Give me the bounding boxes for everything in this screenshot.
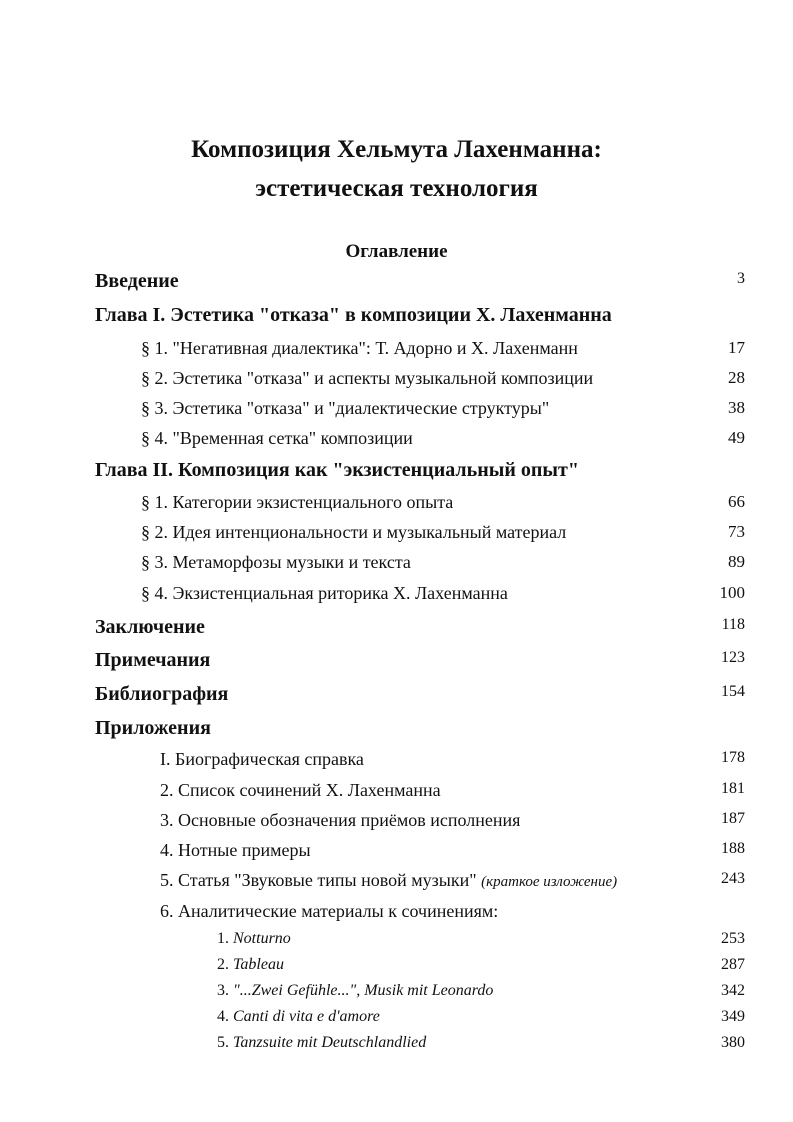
toc-entry-work-5 [0, 1034, 793, 1062]
toc-entry-label: § 2. Эстетика "отказа" и аспекты музыкальной композиции [141, 368, 594, 388]
toc-entry-label: § 2. Идея интенциональности и музыкальный материал [141, 522, 567, 542]
toc-entry-ch2-sec4 [0, 583, 793, 611]
toc-entry-page: 253 [721, 930, 745, 947]
toc-entry-ch1-sec1 [0, 338, 793, 366]
toc-entry-page: 73 [728, 522, 745, 541]
toc-entry-page: 17 [728, 338, 745, 357]
toc-entry-label: § 4. Экзистенциальная риторика Х. Лахенманна [141, 583, 508, 603]
toc-entry-label: 5. Статья "Звуковые типы новой музыки" [160, 870, 477, 890]
toc-entry-ch2-sec1 [0, 492, 793, 520]
toc-entry-page: 178 [721, 749, 745, 766]
toc-entry-page: 154 [721, 683, 745, 700]
toc-entry-label: Приложения [95, 717, 211, 739]
toc-entry-work-title: Canti di vita e d'amore [233, 1008, 380, 1025]
title-line-1: Композиция Хельмута Лахенманна: [191, 136, 602, 163]
toc-entry-label: § 1. Категории экзистенциального опыта [141, 492, 454, 512]
toc-entry-page: 123 [721, 649, 745, 666]
toc-entry-page: 349 [721, 1008, 745, 1025]
toc-entry-notes [0, 649, 793, 677]
toc-entry-label-group [217, 956, 284, 974]
toc-entry-page: 3 [737, 270, 745, 287]
toc-entry-label: Глава I. Эстетика "отказа" в композиции Х. Лахенманна [95, 304, 612, 326]
toc-entry-label: Введение [95, 270, 179, 292]
toc-entry-page: 38 [728, 398, 745, 417]
toc-entry-page: 89 [728, 552, 745, 571]
toc-entry-bibliography [0, 683, 793, 711]
toc-entry-ch2-sec2 [0, 522, 793, 550]
toc-entry-label: Глава II. Композиция как "экзистенциальный опыт" [95, 459, 579, 481]
toc-entry-label-group [217, 930, 291, 948]
toc-entry-label: § 3. Метаморфозы музыки и текста [141, 552, 411, 572]
toc-entry-label: 3. Основные обозначения приёмов исполнения [160, 810, 521, 830]
toc-entry-page: 187 [721, 810, 745, 827]
toc-entry-work-1 [0, 930, 793, 958]
toc-entry-ch1-sec2 [0, 368, 793, 396]
toc-entry-note: (краткое изложение) [481, 874, 618, 890]
toc-entry-work-3 [0, 982, 793, 1010]
toc-entry-work-title: Notturno [233, 930, 291, 947]
toc-entry-page: 118 [721, 616, 745, 633]
toc-entry-label-group [217, 1008, 380, 1026]
toc-entry-label: § 3. Эстетика "отказа" и "диалектические структуры" [141, 398, 550, 418]
toc-entry-label: Библиография [95, 683, 229, 705]
toc-entry-label: I. Биографическая справка [160, 749, 364, 769]
toc-entry-appendix-3 [0, 810, 793, 838]
toc-entry-page: 181 [721, 780, 745, 797]
toc-entry-label: Примечания [95, 649, 211, 671]
toc-entry-label: 4. Нотные примеры [160, 840, 311, 860]
toc-entry-work-title: "...Zwei Gefühle...", Musik mit Leonardo [233, 982, 494, 999]
toc-entry-label: 2. Список сочинений Х. Лахенманна [160, 780, 441, 800]
toc-entry-chapter-2 [0, 459, 793, 487]
toc-entry-label: § 4. "Временная сетка" композиции [141, 428, 413, 448]
toc-entry-number: 5. [217, 1034, 229, 1051]
toc-entry-number: 3. [217, 982, 229, 999]
toc-entry-label-group [217, 982, 493, 1000]
toc-entry-work-title: Tableau [233, 956, 284, 973]
toc-entry-page: 49 [728, 428, 745, 447]
toc-entry-page: 28 [728, 368, 745, 387]
toc-entry-page: 380 [721, 1034, 745, 1051]
toc-entry-page: 66 [728, 492, 745, 511]
toc-entry-page: 100 [719, 583, 745, 602]
toc-entry-appendices [0, 717, 793, 745]
toc-entry-chapter-1 [0, 304, 793, 332]
toc-entry-page: 342 [721, 982, 745, 999]
toc-entry-label-group [217, 1034, 426, 1052]
toc-entry-ch1-sec3 [0, 398, 793, 426]
toc-entry-appendix-4 [0, 840, 793, 868]
toc-entry-label-group [160, 870, 617, 891]
toc-entry-label: Заключение [95, 616, 205, 638]
toc-entry-work-4 [0, 1008, 793, 1036]
toc-entry-number: 1. [217, 930, 229, 947]
toc-entry-work-title: Tanzsuite mit Deutschlandlied [233, 1034, 427, 1051]
toc-entry-label: 6. Аналитические материалы к сочинениям: [160, 901, 499, 921]
toc-entry-appendix-6 [0, 901, 793, 929]
toc-entry-label: § 1. "Негативная диалектика": Т. Адорно и Х. Лахенманн [141, 338, 578, 358]
title-line-2: эстетическая технология [255, 175, 538, 202]
toc-entry-appendix-5 [0, 870, 793, 898]
toc-entry-number: 4. [217, 1008, 229, 1025]
toc-heading: Оглавление [345, 241, 448, 262]
toc-entry-number: 2. [217, 956, 229, 973]
toc-entry-appendix-1 [0, 749, 793, 777]
toc-entry-work-2 [0, 956, 793, 984]
toc-entry-page: 243 [721, 870, 745, 887]
toc-entry-page: 287 [721, 956, 745, 973]
toc-entry-ch1-sec4 [0, 428, 793, 456]
toc-entry-conclusion [0, 616, 793, 644]
toc-entry-page: 188 [721, 840, 745, 857]
toc-entry-appendix-2 [0, 780, 793, 808]
toc-entry-ch2-sec3 [0, 552, 793, 580]
toc-entry-introduction [0, 270, 793, 298]
